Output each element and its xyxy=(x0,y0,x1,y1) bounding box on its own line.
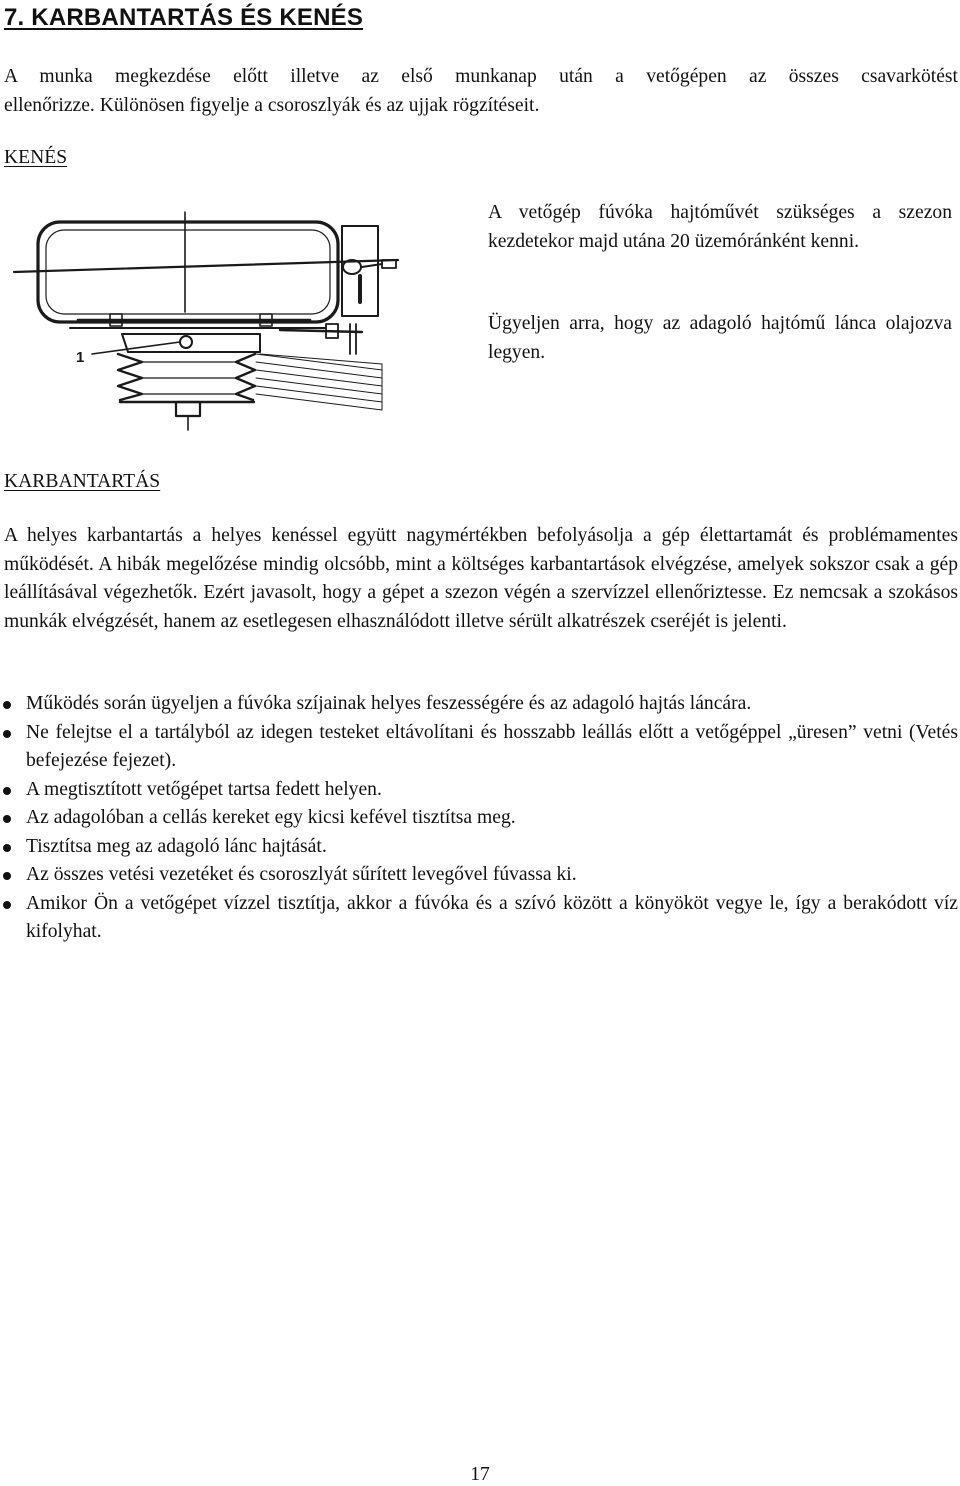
bullet-dot xyxy=(3,844,11,852)
shaft-line xyxy=(14,260,398,272)
list-item-text: Az adagolóban a cellás kereket egy kicsi kefével tisztítsa meg. xyxy=(26,807,516,828)
intro-paragraph xyxy=(4,63,958,120)
list-item xyxy=(0,890,958,947)
list-item-text: Amikor Ön a vetőgépet vízzel tisztítja, akkor a fúvóka és a szívó között a könyököt vegye le, így a berakódott víz kifolyhat. xyxy=(26,892,958,942)
list-item xyxy=(0,833,958,862)
bullet-dot xyxy=(3,701,11,709)
list-item xyxy=(0,776,958,805)
bullet-dot xyxy=(3,815,11,823)
intro-line-1: A munka megkezdése előtt illetve az első munkanap után a vetőgépen az összes csavarkötést xyxy=(4,66,958,87)
bullet-dot xyxy=(3,730,11,738)
gearbox-lubrication-drawing xyxy=(10,204,430,444)
gearbox-housing xyxy=(38,222,338,322)
page-number: 17 xyxy=(470,1464,490,1485)
list-item-text: Tisztítsa meg az adagoló lánc hajtását. xyxy=(26,835,327,857)
list-item-text: A megtisztított vetőgépet tartsa fedett helyen. xyxy=(26,778,382,800)
kenes-text-1: A vetőgép fúvóka hajtóművét szükséges a szezon kezdetekor majd utána 20 üzemóránként kenni. xyxy=(488,202,952,252)
maintenance-bullet-list xyxy=(0,690,958,947)
page-heading: 7. KARBANTARTÁS ÉS KENÉS xyxy=(4,4,364,31)
figure-callout-1: 1 xyxy=(76,349,85,366)
lubrication-point xyxy=(180,336,192,348)
list-item-text: Ne felejtse el a tartályból az idegen testeket eltávolítani és hosszabb leállás előtt a vetőgéppel „üresen” vetni (Vetés befejezése fejezet). xyxy=(26,721,958,771)
karbantartas-section-title: KARBANTARTÁS xyxy=(4,471,161,492)
bullet-dot xyxy=(3,872,11,880)
maintenance-paragraph: A helyes karbantartás a helyes kenéssel együtt nagymértékben befolyásolja a gép élettartamát és problémamentes működését. A hibák megelőzése mindig olcsóbb, mint a költséges karbantartások elvégzése, amelyek sokszor csak a gép leállításával végezhetők. Ezért javasolt, hogy a gépet a szezon végén a szervízzel ellenőriztesse. Ez nemcsak a szokásos munkák elvégzését, hanem az esetlegesen elhasználódott illetve sérült alkatrészek cseréjét is jelenti. xyxy=(4,525,958,632)
list-item xyxy=(0,861,958,890)
intro-line-2: ellenőrizze. Különösen figyelje a csoroszlyák és az ujjak rögzítéseit. xyxy=(4,94,540,116)
list-item xyxy=(0,804,958,833)
bullet-dot xyxy=(3,787,11,795)
list-item xyxy=(0,719,958,776)
list-item-text: Az összes vetési vezetéket és csoroszlyát sűrített levegővel fúvassa ki. xyxy=(26,864,577,885)
kenes-section-title: KENÉS xyxy=(4,147,68,168)
list-item xyxy=(0,690,958,719)
bullet-dot xyxy=(3,901,11,909)
list-item-text: Működés során ügyeljen a fúvóka szíjainak helyes feszességére és az adagoló hajtás láncára. xyxy=(26,693,752,714)
kenes-text-2: Ügyeljen arra, hogy az adagoló hajtómű lánca olajozva legyen. xyxy=(488,313,952,363)
